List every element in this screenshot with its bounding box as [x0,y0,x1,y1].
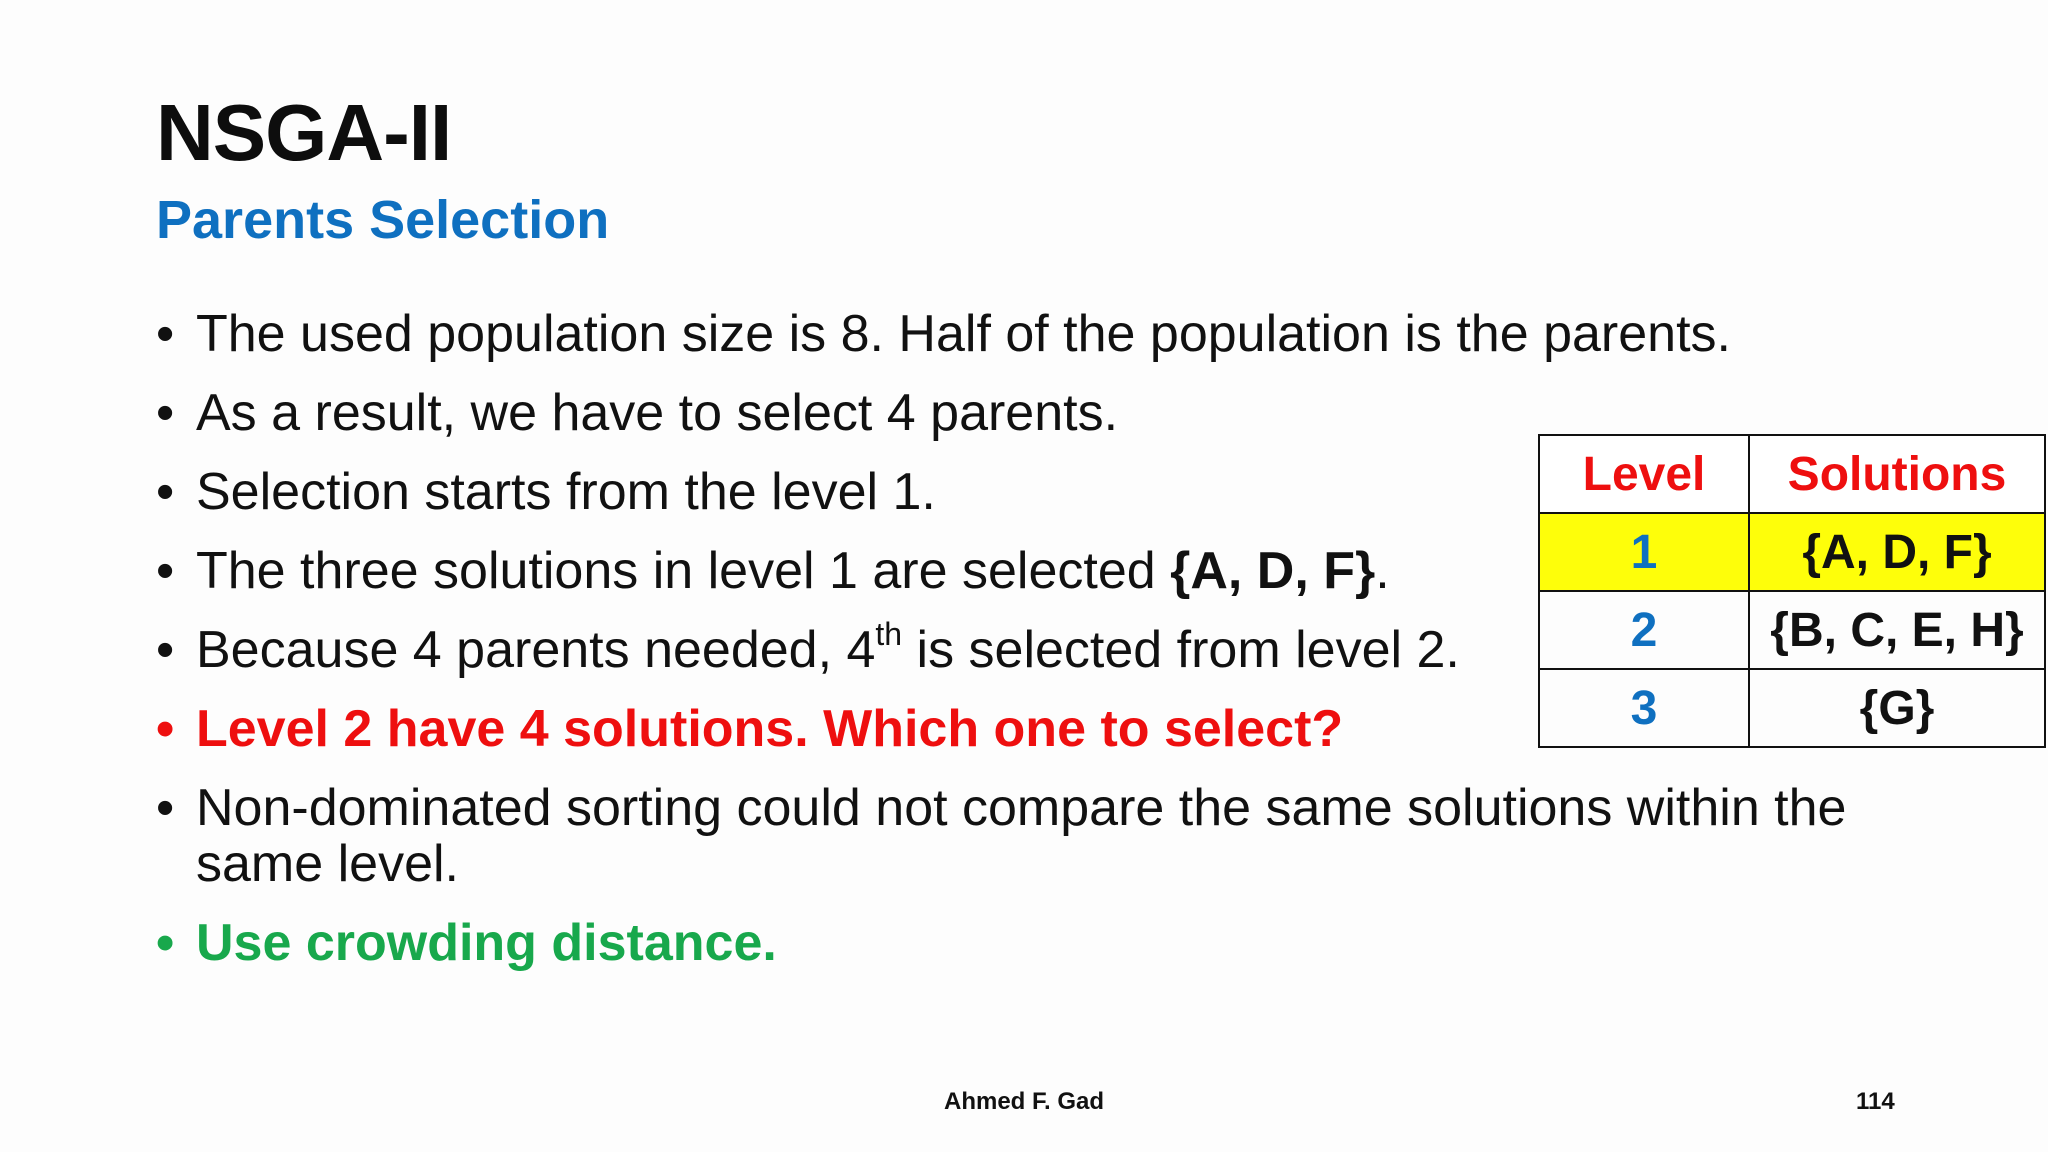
bullet-text-end: is selected from level 2. [902,621,1460,679]
bullet-text: Use crowding distance. [196,914,777,972]
header-level: Level [1539,435,1749,513]
level-cell: 3 [1539,669,1749,747]
bullet-icon: • [156,305,175,363]
slide-title: NSGA-II [156,88,452,177]
solutions-cell: {A, D, F} [1749,513,2045,591]
bullet-icon: • [156,779,175,837]
levels-table [1538,434,2046,748]
table-row [1539,513,2045,591]
bullet-text-end: . [1375,542,1390,600]
footer-author: Ahmed F. Gad [943,1088,1105,1115]
level-cell: 2 [1539,591,1749,669]
level-cell: 1 [1539,513,1749,591]
bullet-item-answer [156,915,1916,971]
bullet-text: Non-dominated sorting could not compare the same solutions within the same level. [196,779,1847,893]
bullet-text: Level 2 have 4 solutions. Which one to select? [196,700,1344,758]
header-solutions: Solutions [1749,435,2045,513]
table-header-row [1539,435,2045,513]
bullet-text: As a result, we have to select 4 parents. [196,384,1119,442]
page-number: 114 [1856,1088,1895,1115]
bullet-icon: • [156,914,175,972]
bullet-text: Because 4 parents needed, 4 [196,621,876,679]
slide-subtitle: Parents Selection [156,190,610,250]
bullet-text: The used population size is 8. Half of the population is the parents. [196,305,1731,363]
bullet-icon: • [156,384,175,442]
bullet-bold-text: {A, D, F} [1170,542,1376,600]
bullet-item [156,385,1916,441]
solutions-cell: {G} [1749,669,2045,747]
table-row [1539,591,2045,669]
bullet-icon: • [156,700,175,758]
bullet-item [156,780,1916,892]
solutions-cell: {B, C, E, H} [1749,591,2045,669]
bullet-icon: • [156,463,175,521]
table-row [1539,669,2045,747]
bullet-icon: • [156,621,175,679]
bullet-superscript: th [875,615,903,652]
bullet-text: The three solutions in level 1 are selected [196,542,1171,600]
bullet-icon: • [156,542,175,600]
bullet-item [156,306,1916,362]
bullet-text: Selection starts from the level 1. [196,463,936,521]
